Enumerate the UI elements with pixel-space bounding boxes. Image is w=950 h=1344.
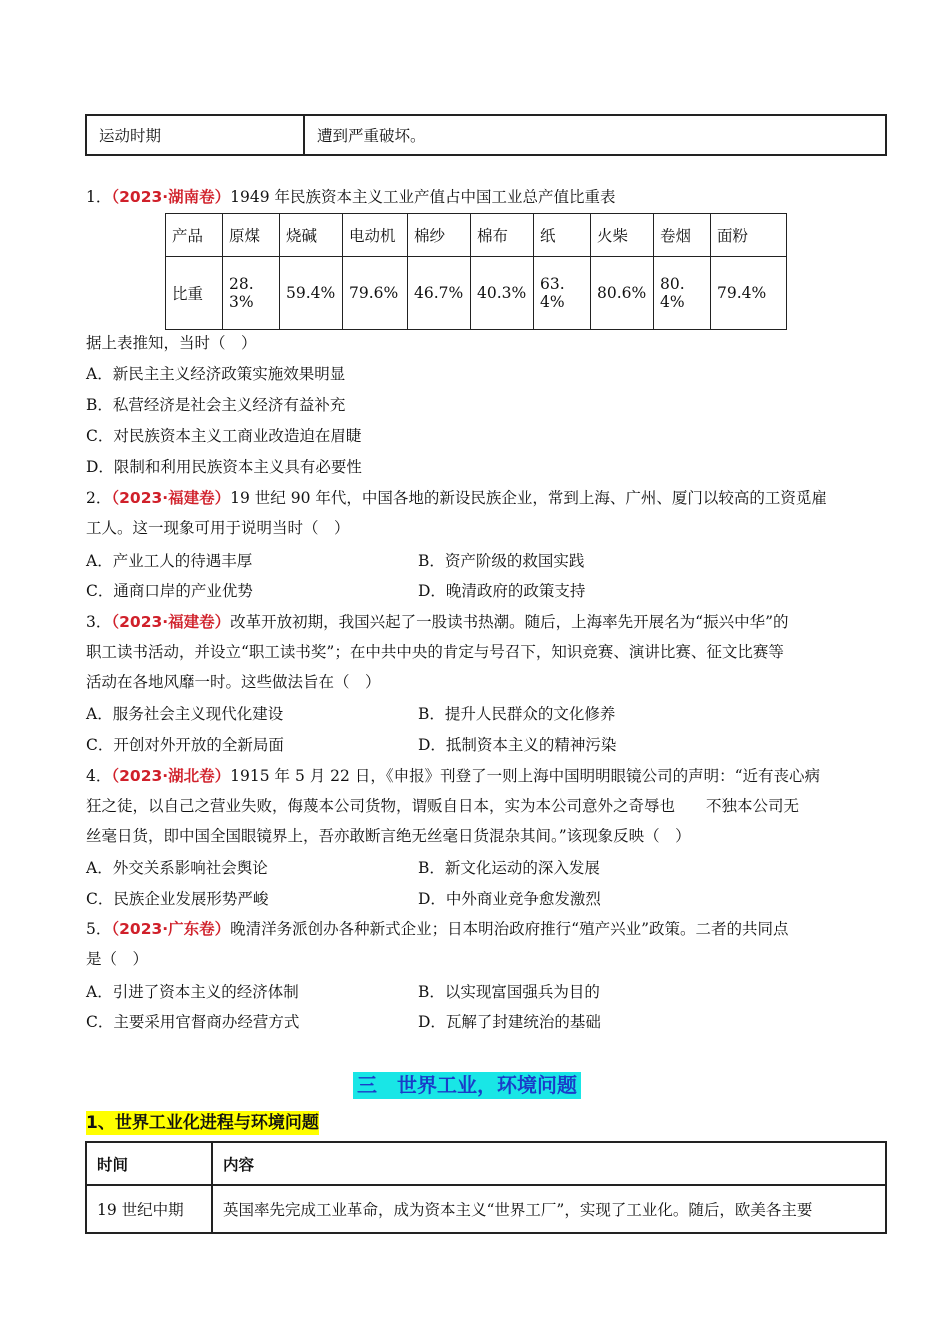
option-d: D．瓦解了封建统治的基础: [418, 1013, 601, 1031]
option-c: C．主要采用官督商办经营方式: [86, 1013, 300, 1031]
table-header-cell: 火柴: [591, 214, 654, 257]
question-source: （2023·福建卷）: [111, 613, 231, 631]
option-d: D．晚清政府的政策支持: [418, 582, 586, 600]
table-header-cell: 产品: [166, 214, 223, 257]
question-2: [86, 488, 827, 508]
question-text: 晚清洋务派创办各种新式企业；日本明治政府推行“殖产兴业”政策。二者的共同点: [230, 920, 789, 938]
question-source: （2023·福建卷）: [111, 489, 231, 507]
question-text: 19 世纪 90 年代，中国各地的新设民族企业，常到上海、广州、厦门以较高的工资觅雇: [230, 489, 827, 507]
top-table-cell-period: 运动时期: [86, 115, 304, 155]
question-text: 改革开放初期，我国兴起了一股读书热潮。随后，上海率先开展名为“振兴中华”的: [230, 613, 789, 631]
question-1: [86, 187, 616, 207]
table-cell: 80.6%: [591, 257, 654, 330]
question-text: 工人。这一现象可用于说明当时（ ）: [86, 519, 350, 537]
question-text: 活动在各地风靡一时。这些做法旨在（ ）: [86, 673, 381, 691]
option-b: B．提升人民群众的文化修养: [418, 705, 616, 723]
question-source: （2023·湖南卷）: [111, 188, 231, 206]
table-header-cell: 烧碱: [280, 214, 343, 257]
question-number: 2．: [86, 489, 112, 507]
table-header-cell: 原煤: [223, 214, 280, 257]
option-a: A．外交关系影响社会舆论: [86, 859, 268, 877]
table-cell: 80.4%: [654, 257, 711, 330]
question-text: 职工读书活动，并设立“职工读书奖”；在中共中央的肯定与号召下，知识竞赛、演讲比赛、征文比赛等: [86, 643, 784, 661]
option-d: D．中外商业竞争愈发激烈: [418, 890, 601, 908]
question-text: 是（ ）: [86, 950, 149, 968]
top-table-cell-content: 遭到严重破坏。: [304, 115, 886, 155]
option-d: D．限制和利用民族资本主义具有必要性: [86, 458, 362, 476]
question-4: [86, 766, 820, 786]
proportion-table: [165, 213, 787, 330]
option-b: B．私营经济是社会主义经济有益补充: [86, 396, 346, 414]
table-header-cell: 面粉: [711, 214, 787, 257]
table-cell: 28.3%: [223, 257, 280, 330]
option-c: C．通商口岸的产业优势: [86, 582, 253, 600]
question-number: 5．: [86, 920, 112, 938]
question-prompt: 据上表推知，当时（ ）: [86, 334, 257, 352]
question-number: 4．: [86, 767, 112, 785]
option-c: C．民族企业发展形势严峻: [86, 890, 269, 908]
table-header-cell: 棉纱: [408, 214, 471, 257]
question-number: 3．: [86, 613, 112, 631]
option-a: A．新民主主义经济政策实施效果明显: [86, 365, 346, 383]
sub-title: 1、世界工业化进程与环境问题: [86, 1113, 319, 1133]
table-cell: 英国率先完成工业革命，成为资本主义“世界工厂”，实现了工业化。随后，欧美各主要: [212, 1185, 886, 1233]
option-d: D．抵制资本主义的精神污染: [418, 736, 617, 754]
industrialization-table: [85, 1141, 887, 1234]
table-header-cell: 卷烟: [654, 214, 711, 257]
question-3: [86, 612, 789, 632]
question-source: （2023·湖北卷）: [111, 767, 231, 785]
question-5: [86, 919, 789, 939]
question-number: 1．: [86, 188, 112, 206]
section-title: 三 世界工业，环境问题: [353, 1072, 581, 1099]
question-text: 狂之徒，以自己之营业失败，侮蔑本公司货物，谓贩自日本，实为本公司意外之奇辱也 不独本公司无: [86, 797, 800, 815]
option-a: A．产业工人的待遇丰厚: [86, 552, 253, 570]
option-a: A．服务社会主义现代化建设: [86, 705, 284, 723]
option-b: B．资产阶级的救国实践: [418, 552, 585, 570]
table-cell: 19 世纪中期: [86, 1185, 212, 1233]
table-cell: 79.6%: [343, 257, 408, 330]
top-table: [85, 114, 887, 156]
table-row-label: 比重: [166, 257, 223, 330]
table-header-cell: 时间: [86, 1142, 212, 1185]
table-cell: 40.3%: [471, 257, 534, 330]
table-header-cell: 电动机: [343, 214, 408, 257]
table-header-cell: 内容: [212, 1142, 886, 1185]
option-c: C．开创对外开放的全新局面: [86, 736, 284, 754]
table-cell: 79.4%: [711, 257, 787, 330]
table-cell: 46.7%: [408, 257, 471, 330]
option-b: B．以实现富国强兵为目的: [418, 983, 600, 1001]
table-header-cell: 纸: [534, 214, 591, 257]
question-text: 1949 年民族资本主义工业产值占中国工业总产值比重表: [230, 188, 616, 206]
option-b: B．新文化运动的深入发展: [418, 859, 600, 877]
table-header-cell: 棉布: [471, 214, 534, 257]
table-cell: 59.4%: [280, 257, 343, 330]
question-text: 丝毫日货，即中国全国眼镜界上，吾亦敢断言绝无丝毫日货混杂其间。”该现象反映（ ）: [86, 827, 691, 845]
question-source: （2023·广东卷）: [111, 920, 231, 938]
question-text: 1915 年 5 月 22 日，《申报》刊登了一则上海中国明明眼镜公司的声明：“近有丧心病: [230, 767, 820, 785]
option-c: C．对民族资本主义工商业改造迫在眉睫: [86, 427, 362, 445]
option-a: A．引进了资本主义的经济体制: [86, 983, 299, 1001]
table-cell: 63.4%: [534, 257, 591, 330]
